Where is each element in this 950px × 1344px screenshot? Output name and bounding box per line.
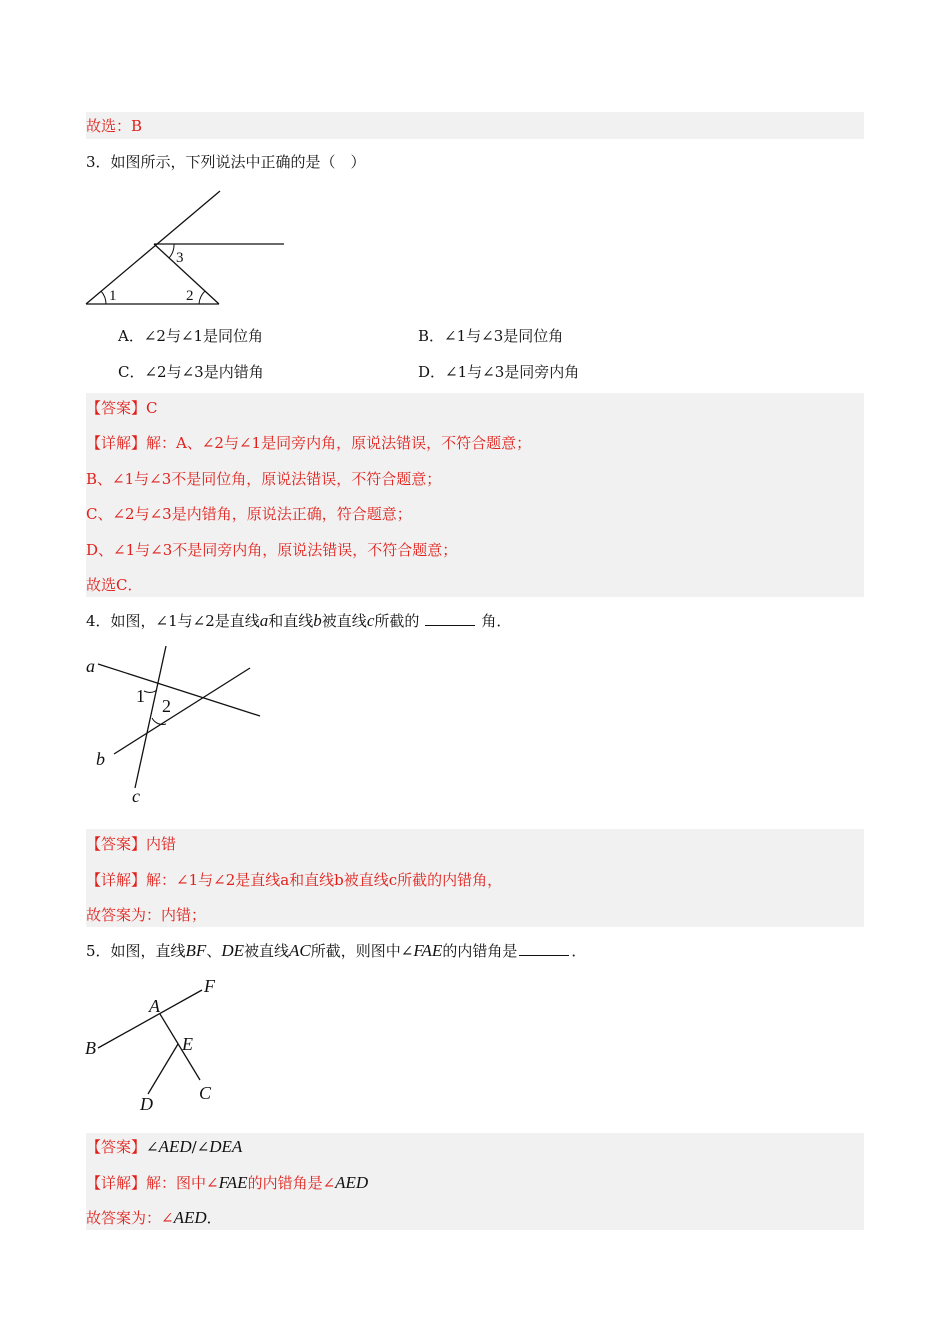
q4-figure [80,640,280,810]
q5-answer-dea: DEA [209,1137,243,1156]
q5-stem-fae: FAE [413,941,443,960]
q3-option-a: A．∠2与∠1是同位角 [118,327,264,345]
q4-detail [86,870,502,890]
q5-label-a: A [149,996,160,1016]
q5-stem-bf: BF [185,941,207,960]
q5-stem-ac: AC [289,941,311,960]
q3-detail-1 [86,433,531,453]
q4-stem [86,611,511,631]
q5-answer-aed: AED [158,1137,192,1156]
q4-answer-tag: 【答案】 [86,835,147,853]
prev-choice: 故选：B [86,117,143,135]
q4-answer-blank [425,611,475,626]
q5-answer-tag: 【答案】 [86,1138,147,1156]
q4-arc-1 [144,690,157,692]
q5-conclusion-end: ． [206,1209,222,1227]
q3-option-b: B．∠1与∠3是同位角 [418,327,564,345]
q4-stem-pre: 4．如图，∠1与∠2是直线 [86,612,260,630]
q5-detail-pre: 解：图中∠ [146,1174,219,1192]
q3-arc-2 [199,291,205,304]
q5-stem-post: 的内错角是 [442,942,518,960]
q3-answer-tag: 【答案】 [86,399,147,417]
q4-label-1: 1 [136,686,145,706]
q4-line-a [98,664,260,716]
q5-stem-pre: 5．如图，直线 [86,942,186,960]
q5-stem-mid: 被直线 [244,942,290,960]
q3-label-3: 3 [176,250,184,266]
q5-answer [86,1137,242,1157]
q5-detail-aed: AED [335,1173,369,1192]
q4-stem-mid1: 和直线 [268,612,314,630]
q4-conclusion: 故答案为：内错； [86,906,207,924]
q4-stem-post2: 角． [481,612,512,630]
q5-conclusion-pre: 故答案为：∠ [86,1209,174,1227]
q5-detail-fae: FAE [218,1173,248,1192]
q4-label-b: b [96,749,105,769]
q5-stem [86,941,586,961]
q5-figure [80,972,240,1117]
q4-answer [86,834,176,854]
q4-stem-mid2: 被直线 [321,612,367,630]
q4-stem-c: c [366,611,375,630]
q4-line-b [114,668,250,754]
q5-detail-tag: 【详解】 [86,1174,147,1192]
q5-answer-blank [519,941,569,956]
q3-detail-3: C、∠2与∠3是内错角，原说法正确，符合题意； [86,505,412,523]
q5-conclusion-aed: AED [173,1208,207,1227]
q5-detail [86,1173,368,1193]
q3-detail-2: B、∠1与∠3不是同位角，原说法错误，不符合题意； [86,470,442,488]
q3-detail-text-1: 解：A、∠2与∠1是同旁内角，原说法错误，不符合题意； [146,434,532,452]
q4-answer-value: 内错 [146,835,177,853]
q3-label-2: 2 [186,288,194,304]
q4-label-a: a [86,656,95,676]
q5-answer-angle-1: ∠ [146,1138,159,1156]
q4-label-2: 2 [162,696,171,716]
q5-stem-mid2: 所截，则图中∠ [310,942,414,960]
q5-label-e: E [182,1034,193,1054]
q5-label-f: F [204,976,215,996]
q5-label-c: C [199,1083,212,1103]
q5-line-ac [160,1014,200,1080]
q4-arc-2 [152,718,166,724]
q4-stem-post1: 所截的 [374,612,420,630]
q5-label-d: D [140,1094,153,1114]
q4-detail-text: 解：∠1与∠2是直线a和直线b被直线c所截的内错角， [146,871,503,889]
q3-option-c: C．∠2与∠3是内错角 [118,363,264,381]
q3-detail-tag: 【详解】 [86,434,147,452]
q5-stem-sep: 、 [206,942,222,960]
q5-stem-de: DE [221,941,245,960]
q5-detail-mid: 的内错角是∠ [247,1174,336,1192]
q4-detail-tag: 【详解】 [86,871,147,889]
q5-answer-sep: /∠ [191,1138,210,1156]
q3-detail-4: D、∠1与∠3不是同旁内角，原说法错误，不符合题意； [86,541,458,559]
q3-answer-value: C [146,399,158,417]
q3-arc-3 [169,244,174,258]
q3-detail-5: 故选C． [86,576,143,594]
q5-line-de [148,1044,178,1094]
q3-arc-1 [101,291,106,304]
answer-box-prev [86,112,864,139]
q4-stem-a: a [259,611,269,630]
q3-stem: 3．如图所示，下列说法中正确的是（ ） [86,153,366,171]
q4-stem-b: b [313,611,322,630]
q4-line-c [135,646,166,788]
q3-option-d: D．∠1与∠3是同旁内角 [418,363,580,381]
q3-answer-box [86,393,864,597]
q3-figure [80,186,290,310]
q3-answer [86,398,158,418]
q4-label-c: c [132,786,140,806]
q5-label-b: B [85,1038,96,1058]
q3-label-1: 1 [109,288,117,304]
q5-stem-end: ． [571,942,587,960]
q5-conclusion [86,1208,222,1228]
